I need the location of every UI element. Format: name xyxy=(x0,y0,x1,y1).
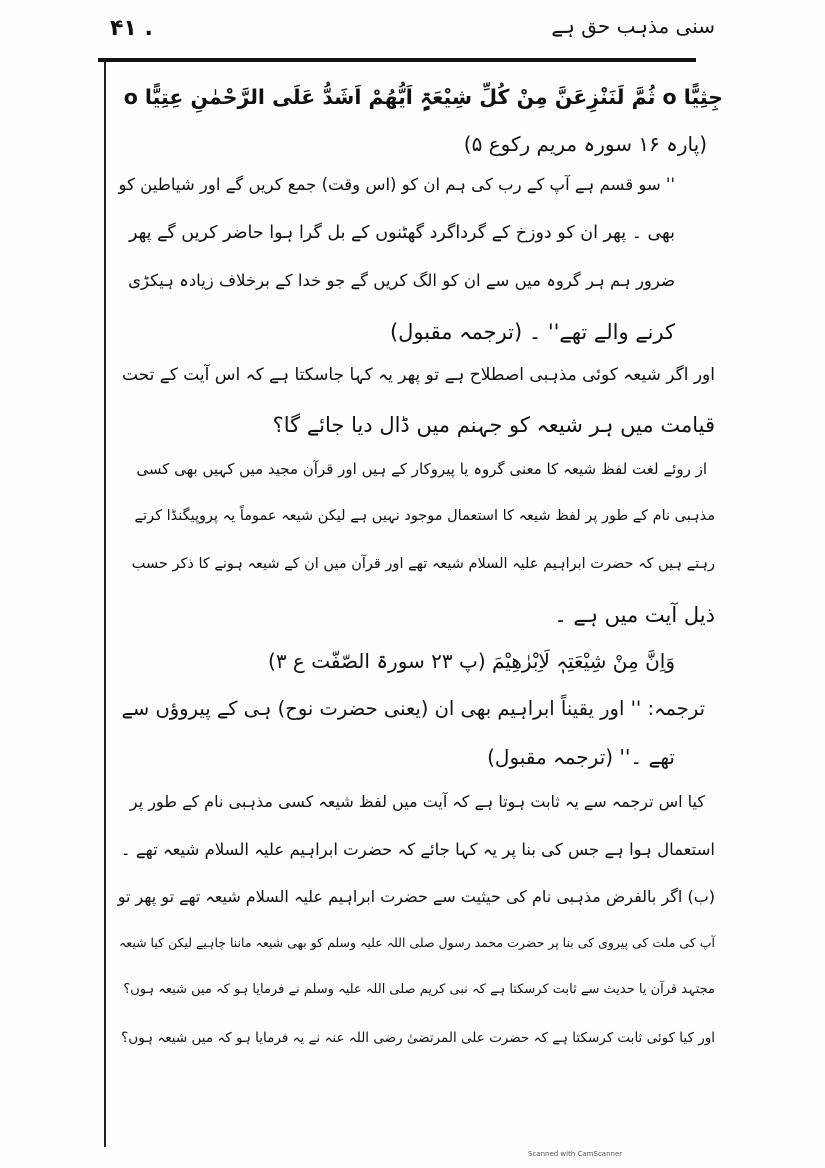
scanner-watermark: Scanned with CamScanner xyxy=(528,1150,623,1158)
question-line: کیا اس ترجمہ سے یہ ثابت ہوتا ہے کہ آیت میں لفظ شیعہ کسی مذہبی نام کے طور پر xyxy=(129,792,705,811)
paragraph-line: ذیل آیت میں ہے ۔ xyxy=(554,603,715,627)
quote-line: کرنے والے تھے'' ۔ (ترجمہ مقبول) xyxy=(389,320,675,344)
quran-ayah: جِثِیًّا o ثُمَّ لَنَنْزِعَنَّ مِنْ کُلِّ شِیْعَۃٍ اَیُّھُمْ اَشَدُّ عَلَی الرَّحْمٰنِ عِتِیًّا o xyxy=(123,85,723,109)
section-b-line: اور کیا کوئی ثابت کرسکتا ہے کہ حضرت علی المرتضیٰ رضی اللہ عنہ نے یہ فرمایا ہو کہ میں شیعہ ہوں؟ xyxy=(121,1030,715,1046)
translation-line: تھے ۔'' (ترجمہ مقبول) xyxy=(487,745,675,769)
paragraph-line: از روئے لغت لفظ شیعہ کا معنی گروہ یا پیروکار کے ہیں اور قرآن مجید میں کہیں بھی کسی xyxy=(136,460,707,478)
translation-line: ترجمہ: '' اور یقیناً ابراہیم بھی ان (یعنی حضرت نوح) ہی کے پیروؤں سے xyxy=(121,697,705,720)
quote-line: ضرور ہم ہر گروہ میں سے ان کو الگ کریں گے جو خدا کے برخلاف زیادہ ہیکڑی xyxy=(128,271,675,290)
header-rule xyxy=(98,58,696,62)
quote-line: بھی ۔ پھر ان کو دوزخ کے گرداگرد گھٹنوں کے بل گرا ہوا حاضر کریں گے پھر xyxy=(128,223,675,243)
running-title: سنی مذہب حق ہے xyxy=(551,14,715,38)
paragraph-line: مذہبی نام کے طور پر لفظ شیعہ کا استعمال موجود نہیں ہے لیکن شیعہ عموماً یہ پروپیگنڈا کرتے xyxy=(134,508,715,524)
margin-rule xyxy=(104,62,106,1147)
section-b-line: مجتہد قرآن یا حدیث سے ثابت کرسکتا ہے کہ نبی کریم صلی اللہ علیہ وسلم نے فرمایا ہو کہ میں شیعہ ہوں؟ xyxy=(123,982,715,997)
paragraph-line: اور اگر شیعہ کوئی مذہبی اصطلاح ہے تو پھر یہ کہا جاسکتا ہے کہ اس آیت کے تحت xyxy=(121,365,715,385)
section-b-line: (ب) اگر بالفرض مذہبی نام کی حیثیت سے حضرت ابراہیم علیہ السلام شیعہ تھے تو پھر تو xyxy=(117,887,715,906)
verse-line: وَاِنَّ مِنْ شِیْعَتِہٖ لَاِبْرٰھِیْمَ (پ ۲۳ سورۃ الصّفّت ع ۳) xyxy=(268,649,675,673)
ayah-reference: (پارہ ۱۶ سورہ مریم رکوع ۵) xyxy=(463,132,707,156)
question-line: استعمال ہوا ہے جس کی بنا پر یہ کہا جائے کہ حضرت ابراہیم علیہ السلام شیعہ تھے ۔ xyxy=(120,840,715,859)
paragraph-line: رہتے ہیں کہ حضرت ابراہیم علیہ السلام شیعہ تھے اور قرآن میں ان کے شیعہ ہونے کا ذکر حسب xyxy=(131,556,715,572)
section-b-line: آپ کی ملت کی پیروی کی بنا پر حضرت محمد رسول صلی اللہ علیہ وسلم کو بھی شیعہ ماننا چاہیے لیکن کیا شیعہ xyxy=(118,935,715,950)
paragraph-line: قیامت میں ہر شیعہ کو جہنم میں ڈال دیا جائے گا؟ xyxy=(272,413,715,437)
page-number: ۴۱ . xyxy=(110,16,153,41)
quote-line: '' سو قسم ہے آپ کے رب کی ہم ان کو (اس وقت) جمع کریں گے اور شیاطین کو xyxy=(118,175,675,194)
